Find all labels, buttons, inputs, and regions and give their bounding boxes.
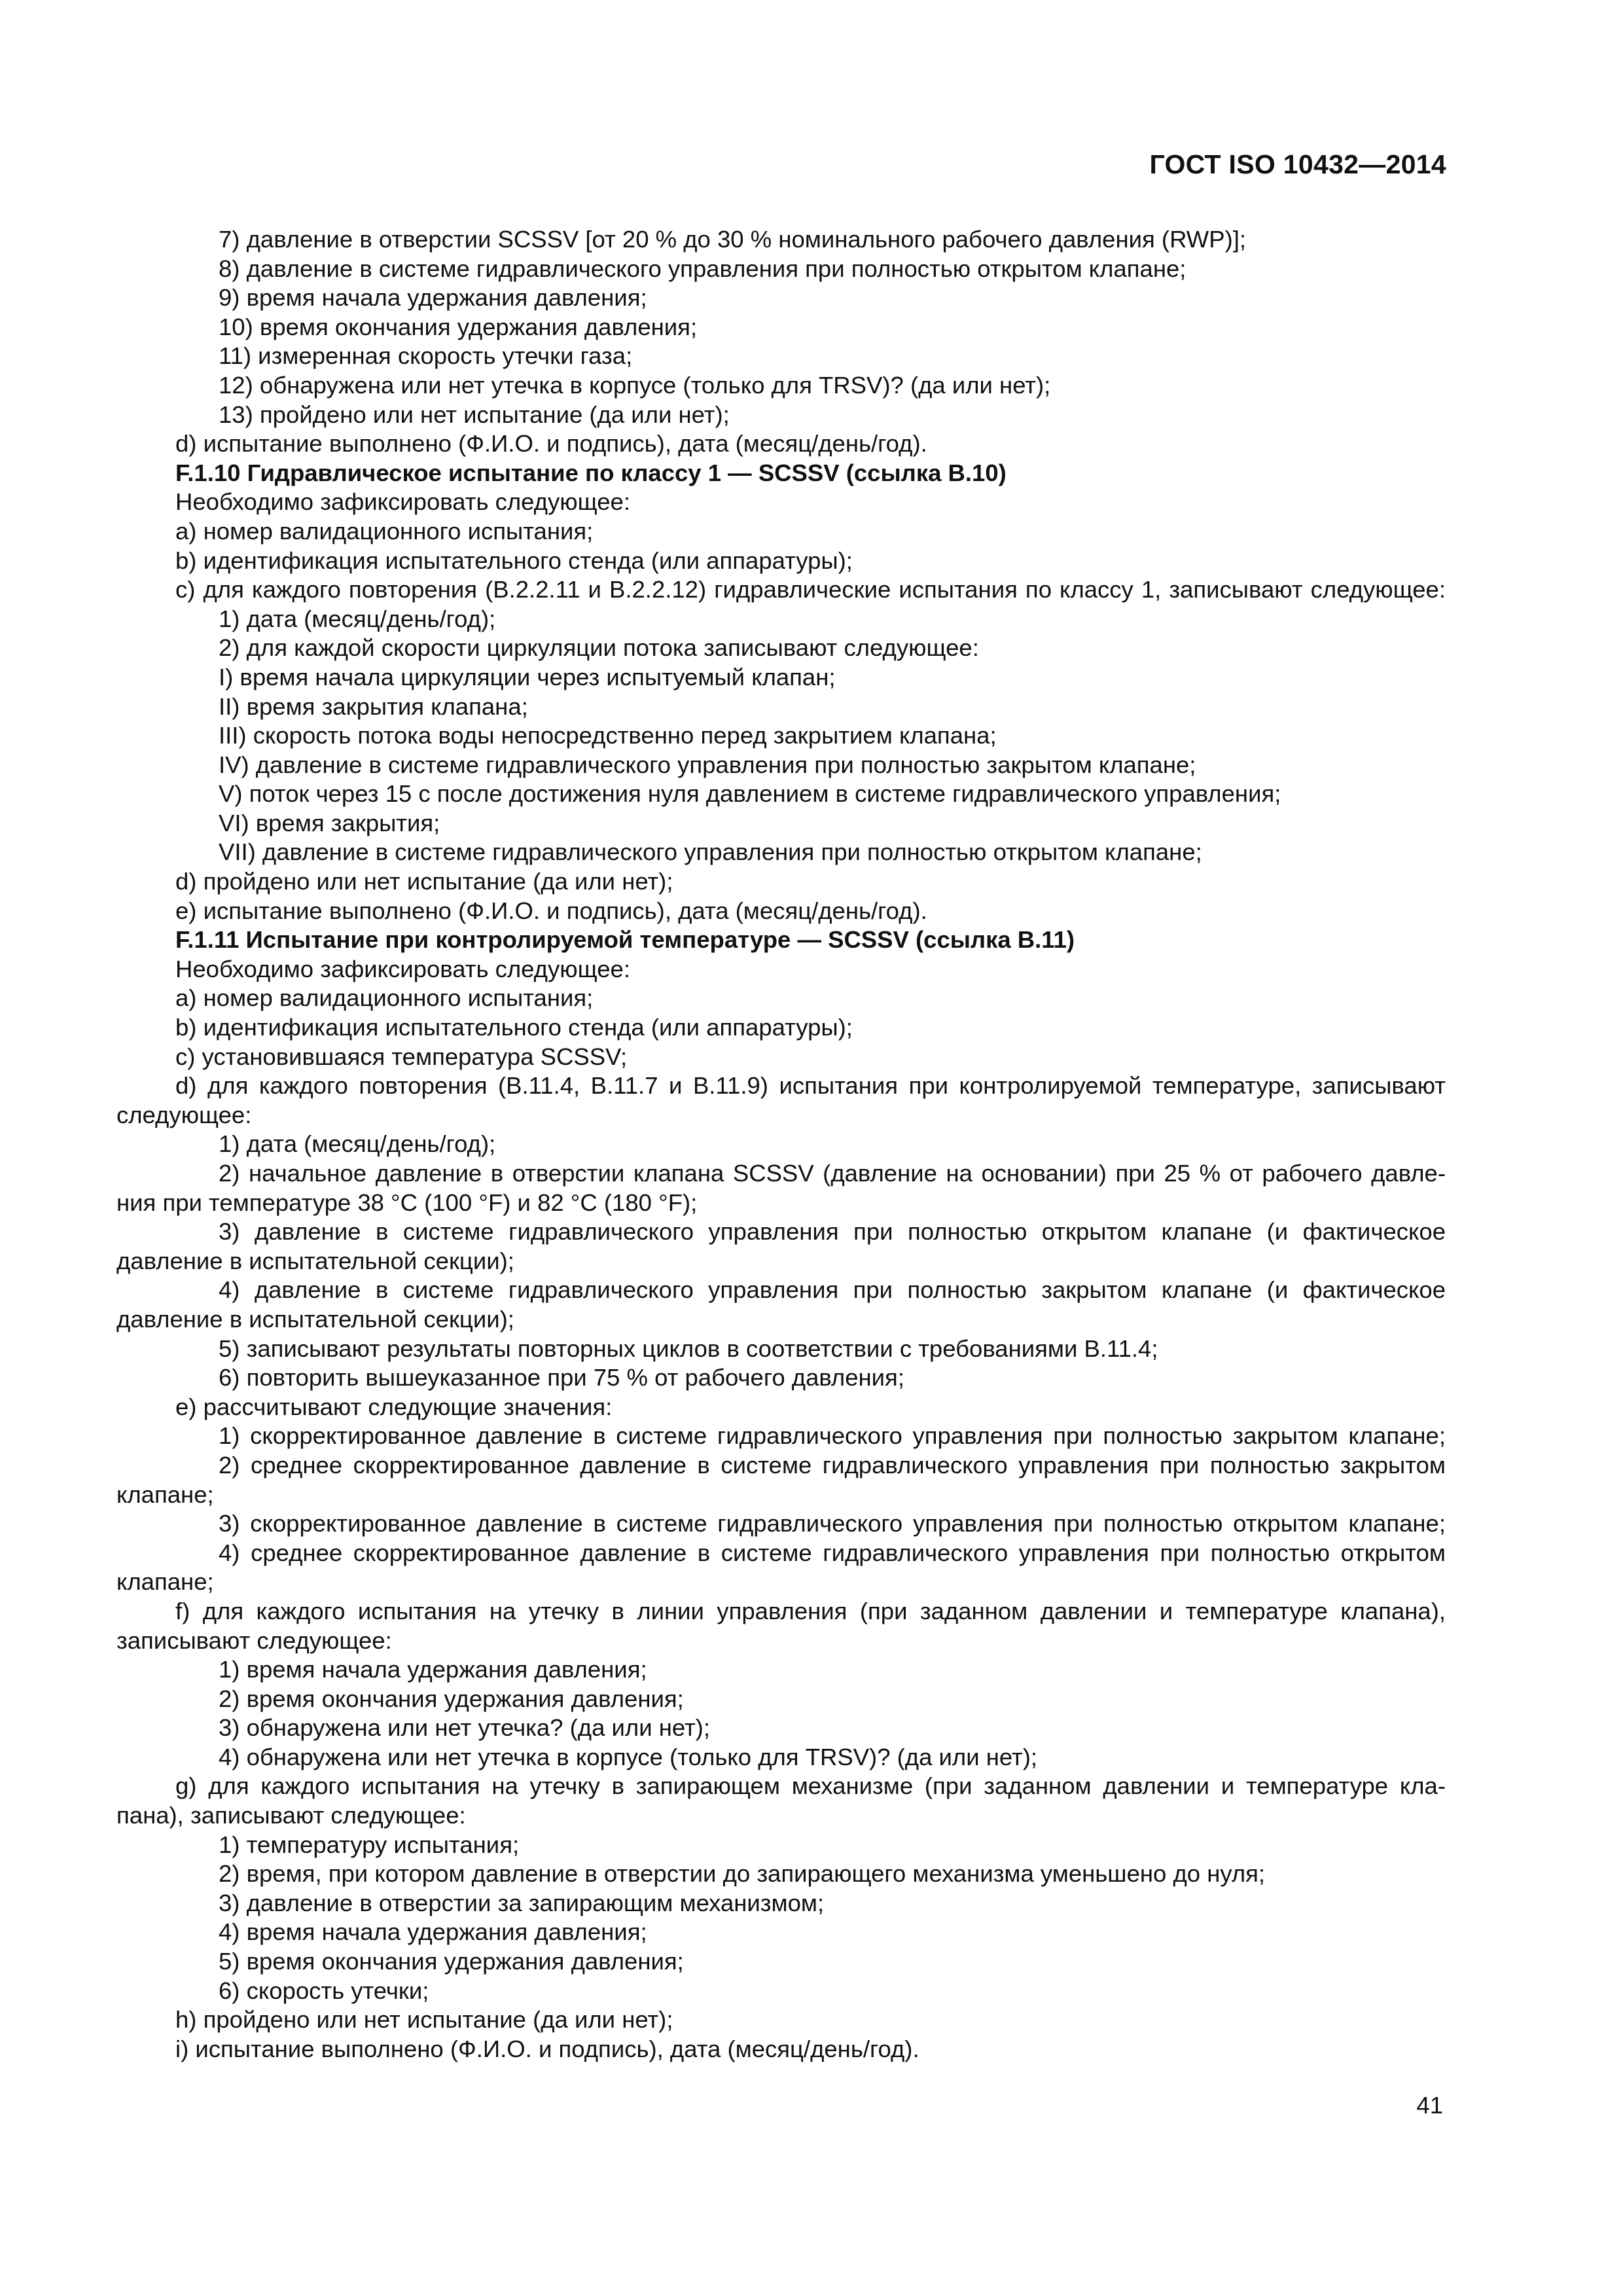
text-line: f) для каждого испытания на утечку в линии управления (при заданном давлении и температуре клапана), [175,1597,1446,1624]
text-line: 1) дата (месяц/день/год); [219,1130,496,1158]
text-line: e) испытание выполнено (Ф.И.О. и подпись), дата (месяц/день/год). [175,897,927,924]
text-line: II) время закрытия клапана; [219,692,528,720]
text-line: Необходимо зафиксировать следующее: [175,955,630,982]
text-line: 1) скорректированное давление в системе гидравлического управления при полностью закрытом клапане; [219,1422,1446,1450]
text-line: 8) давление в системе гидравлического управления при полностью открытом клапане; [219,255,1186,282]
text-line: пана), записывают следующее: [116,1802,466,1829]
text-line: 5) время окончания удержания давления; [219,1948,684,1975]
text-line: a) номер валидационного испытания; [175,984,594,1012]
text-line: записывают следующее: [116,1626,392,1654]
text-line: 3) скорректированное давление в системе гидравлического управления при полностью открытом клапане; [219,1510,1446,1537]
text-line: 4) среднее скорректированное давление в системе гидравлического управления при полностью открытом [219,1539,1446,1566]
text-line: 4) время начала удержания давления; [219,1918,647,1946]
text-line: g) для каждого испытания на утечку в запирающем механизме (при заданном давлении и температуре кла- [175,1772,1446,1800]
text-line: 1) время начала удержания давления; [219,1656,647,1683]
text-line: 2) время, при котором давление в отверстии до запирающего механизма уменьшено до нуля; [219,1860,1266,1888]
text-line: I) время начала циркуляции через испытуемый клапан; [219,663,836,691]
text-line: 1) дата (месяц/день/год); [219,605,496,632]
text-line: VII) давление в системе гидравлического управления при полностью открытом клапане; [219,838,1202,866]
text-line: V) поток через 15 с после достижения нуля давлением в системе гидравлического управления; [219,780,1281,808]
text-line: 2) для каждой скорости циркуляции потока записывают следующее: [219,634,979,662]
text-line: i) испытание выполнено (Ф.И.О. и подпись), дата (месяц/день/год). [175,2035,919,2062]
text-line: 2) время окончания удержания давления; [219,1685,684,1712]
text-line: 7) давление в отверстии SCSSV [от 20 % до 30 % номинального рабочего давления (RWP)]; [219,226,1246,253]
text-line: b) идентификация испытательного стенда (или аппаратуры); [175,1014,853,1041]
text-line: 3) давление в отверстии за запирающим механизмом; [219,1889,825,1916]
text-line: c) установившаяся температура SCSSV; [175,1043,628,1070]
section-heading: F.1.11 Испытание при контролируемой температуре — SCSSV (ссылка B.11) [175,926,1075,954]
text-line: ния при температуре 38 °C (100 °F) и 82 °C (180 °F); [116,1189,698,1216]
text-line: 6) повторить вышеуказанное при 75 % от рабочего давления; [219,1364,904,1391]
text-line: 3) обнаружена или нет утечка? (да или нет); [219,1714,710,1742]
text-line: d) для каждого повторения (B.11.4, B.11.7 и B.11.9) испытания при контролируемой температуре, записывают [175,1072,1446,1100]
text-line: III) скорость потока воды непосредственно перед закрытием клапана; [219,722,997,749]
text-line: 6) скорость утечки; [219,1977,429,2004]
text-line: c) для каждого повторения (B.2.2.11 и B.2.2.12) гидравлические испытания по классу 1, записывают следующее: [175,576,1446,603]
text-line: 13) пройдено или нет испытание (да или нет); [219,401,730,428]
text-line: давление в испытательной секции); [116,1305,514,1333]
text-line: d) пройдено или нет испытание (да или нет); [175,868,673,895]
text-line: VI) время закрытия; [219,809,440,836]
text-line: d) испытание выполнено (Ф.И.О. и подпись), дата (месяц/день/год). [175,430,927,457]
text-line: e) рассчитывают следующие значения: [175,1393,613,1420]
text-line: 4) давление в системе гидравлического управления при полностью закрытом клапане (и фактическое [219,1276,1446,1304]
page-number: 41 [1416,2092,1443,2119]
text-line: 2) среднее скорректированное давление в системе гидравлического управления при полностью закрытом [219,1451,1446,1479]
text-line: давление в испытательной секции); [116,1247,514,1274]
text-line: 12) обнаружена или нет утечка в корпусе (только для TRSV)? (да или нет); [219,371,1051,399]
text-line: 11) измеренная скорость утечки газа; [219,342,633,370]
text-line: b) идентификация испытательного стенда (или аппаратуры); [175,547,853,574]
text-line: 1) температуру испытания; [219,1831,520,1858]
text-line: 9) время начала удержания давления; [219,284,647,312]
text-line: Необходимо зафиксировать следующее: [175,488,630,516]
section-heading: F.1.10 Гидравлическое испытание по классу 1 — SCSSV (ссылка B.10) [175,459,1007,486]
document-header: ГОСТ ISO 10432—2014 [1149,149,1446,179]
text-line: 3) давление в системе гидравлического управления при полностью открытом клапане (и фактическое [219,1218,1446,1246]
text-line: 5) записывают результаты повторных циклов в соответствии с требованиями B.11.4; [219,1335,1158,1362]
text-line: клапане; [116,1568,214,1596]
document-body [116,225,1446,2064]
text-line: 4) обнаружена или нет утечка в корпусе (только для TRSV)? (да или нет); [219,1743,1038,1770]
text-line: IV) давление в системе гидравлического управления при полностью закрытом клапане; [219,751,1196,778]
text-line: 2) начальное давление в отверстии клапана SCSSV (давление на основании) при 25 % от рабочего давле- [219,1160,1446,1187]
text-line: следующее: [116,1101,252,1128]
text-line: a) номер валидационного испытания; [175,517,594,545]
text-line: клапане; [116,1480,214,1508]
text-line: 10) время окончания удержания давления; [219,313,698,340]
text-line: h) пройдено или нет испытание (да или нет); [175,2006,673,2034]
